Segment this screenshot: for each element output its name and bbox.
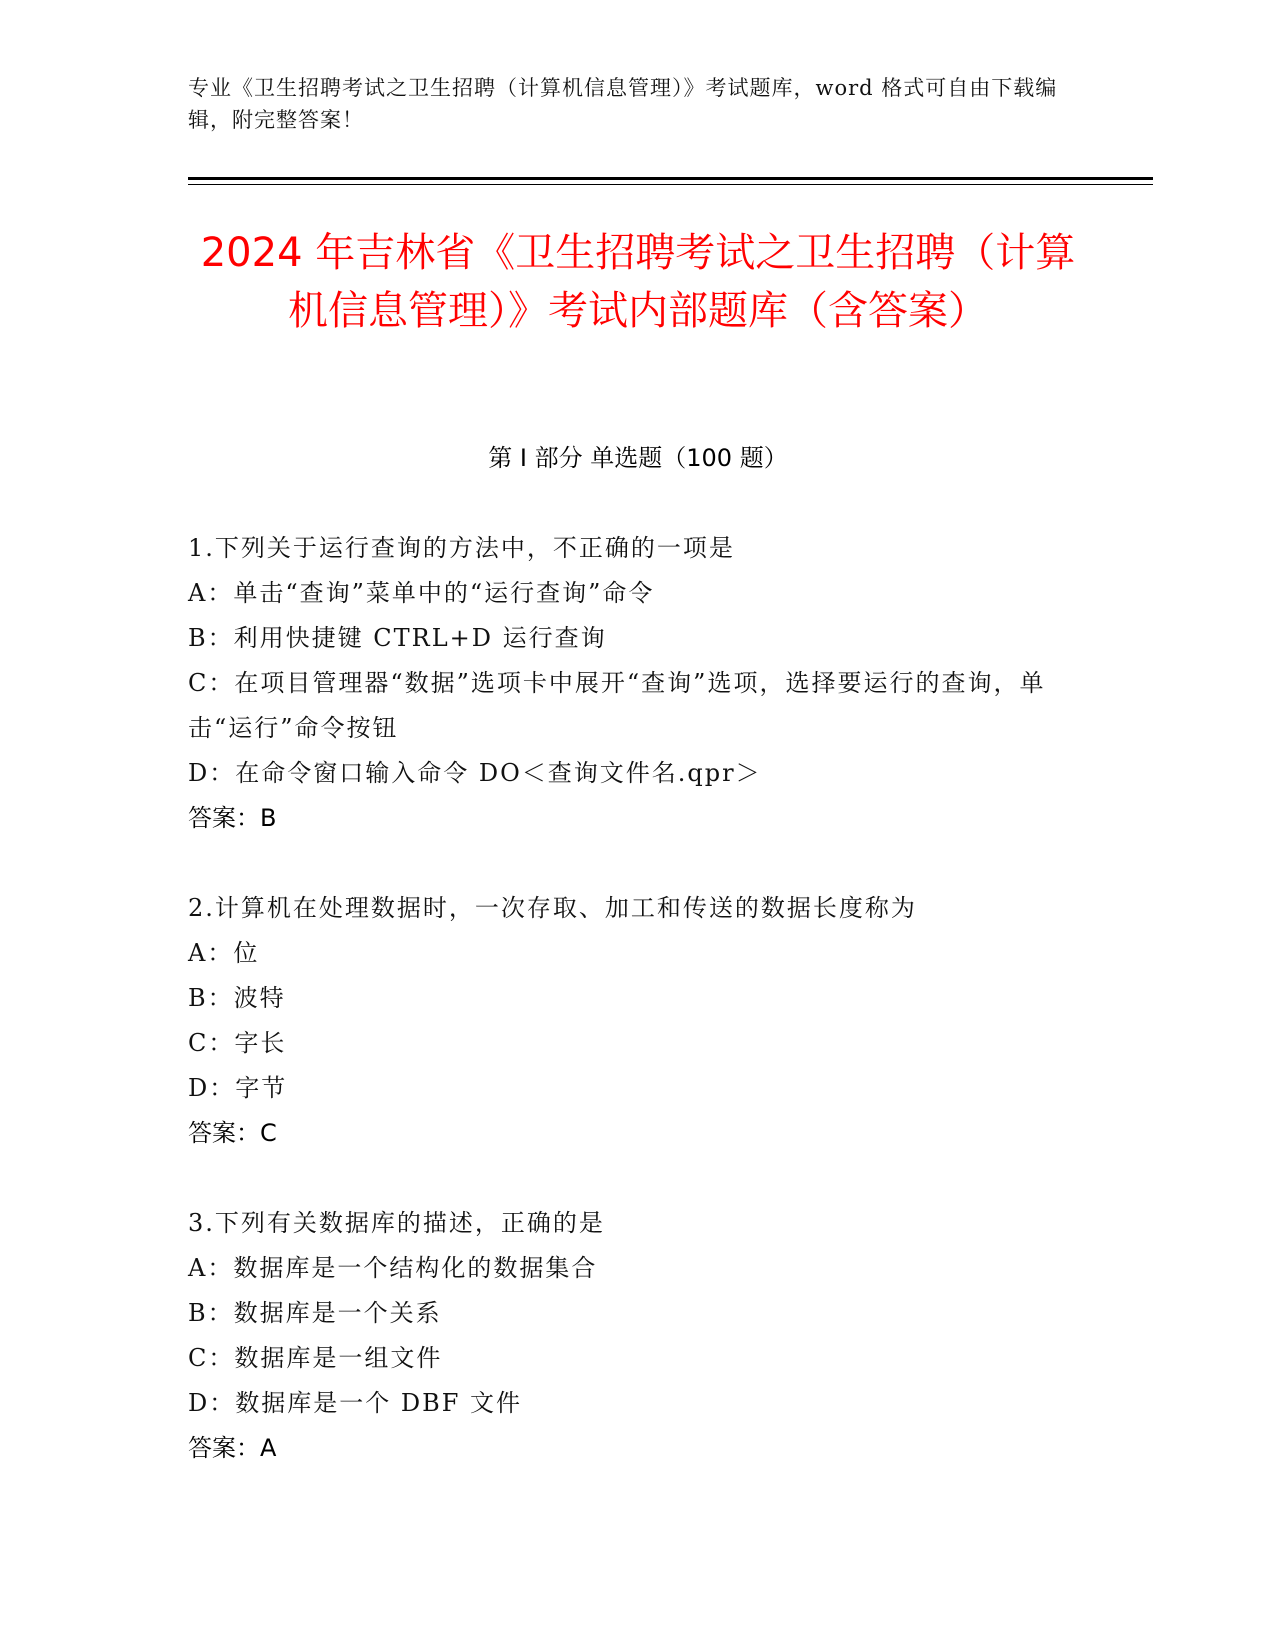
header-divider-thin <box>188 184 1153 185</box>
section-heading: 第 I 部分 单选题（100 题） <box>488 444 788 472</box>
question-3 <box>188 1201 1088 1471</box>
question-1 <box>188 526 1088 841</box>
option-a: A：位 <box>188 939 260 967</box>
option-b: B：利用快捷键 CTRL+D 运行查询 <box>188 624 607 652</box>
option-c: C：数据库是一组文件 <box>188 1344 443 1372</box>
option-c: C：字长 <box>188 1029 287 1057</box>
option-c: C：在项目管理器“数据”选项卡中展开“查询”选项，选择要运行的查询，单击“运行”命令按钮 <box>188 669 1046 742</box>
question-stem: 1.下列关于运行查询的方法中，不正确的一项是 <box>188 534 735 562</box>
question-2 <box>188 886 1088 1156</box>
answer: 答案：B <box>188 804 277 832</box>
option-d: D：字节 <box>188 1074 288 1102</box>
option-b: B：波特 <box>188 984 286 1012</box>
option-a: A：数据库是一个结构化的数据集合 <box>188 1254 598 1282</box>
question-stem: 2.计算机在处理数据时，一次存取、加工和传送的数据长度称为 <box>188 894 917 922</box>
answer: 答案：A <box>188 1434 277 1462</box>
header-note: 专业《卫生招聘考试之卫生招聘（计算机信息管理）》考试题库，word 格式可自由下载编辑，附完整答案！ <box>188 76 1058 132</box>
option-a: A：单击“查询”菜单中的“运行查询”命令 <box>188 579 655 607</box>
question-list <box>188 526 1088 1516</box>
option-d: D：数据库是一个 DBF 文件 <box>188 1389 523 1417</box>
option-d: D：在命令窗口输入命令 DO＜查询文件名.qpr＞ <box>188 759 762 787</box>
answer: 答案：C <box>188 1119 277 1147</box>
question-stem: 3.下列有关数据库的描述，正确的是 <box>188 1209 605 1237</box>
option-b: B：数据库是一个关系 <box>188 1299 442 1327</box>
header-divider-thick <box>188 177 1153 180</box>
document-title: 2024 年吉林省《卫生招聘考试之卫生招聘（计算机信息管理）》考试内部题库（含答案） <box>200 230 1076 334</box>
